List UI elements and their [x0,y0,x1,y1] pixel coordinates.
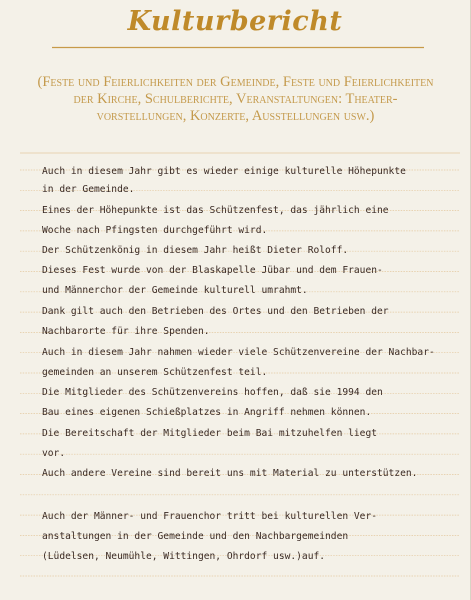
body-line: Auch andere Vereine sind bereit uns mit Material zu unterstützen. [42,468,418,479]
page-subtitle [26,74,445,125]
body-line: vor. [42,448,66,459]
body-line: (Lüdelsen, Neumühle, Wittingen, Ohrdorf usw.)auf. [42,551,326,562]
body-line: Auch in diesem Jahr gibt es wieder einige kulturelle Höhepunkte [42,166,406,177]
body-line: Die Bereitschaft der Mitglieder beim Bai mitzuhelfen liegt [42,428,378,439]
body-line: in der Gemeinde. [42,184,135,195]
body-line: Auch in diesem Jahr nahmen wieder viele Schützenvereine der Nachbar- [42,347,435,358]
body-line: Dieses Fest wurde von der Blaskapelle Jübar und dem Frauen- [42,265,383,276]
subtitle-line-3: vorstellungen, Konzerte, Ausstellungen usw.) [96,108,375,124]
body-line: Der Schützenkönig in diesem Jahr heißt Dieter Roloff. [42,245,349,256]
body-line: Dank gilt auch den Betrieben des Ortes und den Betrieben der [42,306,389,317]
body-line: gemeinden an unserem Schützenfest teil. [42,367,268,378]
subtitle-line-2: der Kirche, Schulberichte, Veranstaltungen: Theater- [73,91,398,107]
body-line: Woche nach Pfingsten durchgeführt wird. [42,225,268,236]
body-line: Bau eines eigenen Schießplatzes in Angriff nehmen können. [42,407,372,418]
body-line: anstaltungen in der Gemeinde und den Nachbargemeinden [42,531,349,542]
body-line: Nachbarorte für ihre Spenden. [42,326,210,337]
body-line: und Männerchor der Gemeinde kulturell umrahmt. [42,285,308,296]
title-underline-flourish [52,46,424,49]
page-title: Kulturbericht [127,6,343,37]
body-line: Auch der Männer- und Frauenchor tritt bei kulturellen Ver- [42,511,378,522]
body-line: Die Mitglieder des Schützenvereins hoffen, daß sie 1994 den [42,387,383,398]
body-line: Eines der Höhepunkte ist das Schützenfest, das jährlich eine [42,205,389,216]
subtitle-line-1: (Feste und Feierlichkeiten der Gemeinde, Feste und Feierlichkeiten [37,74,434,90]
